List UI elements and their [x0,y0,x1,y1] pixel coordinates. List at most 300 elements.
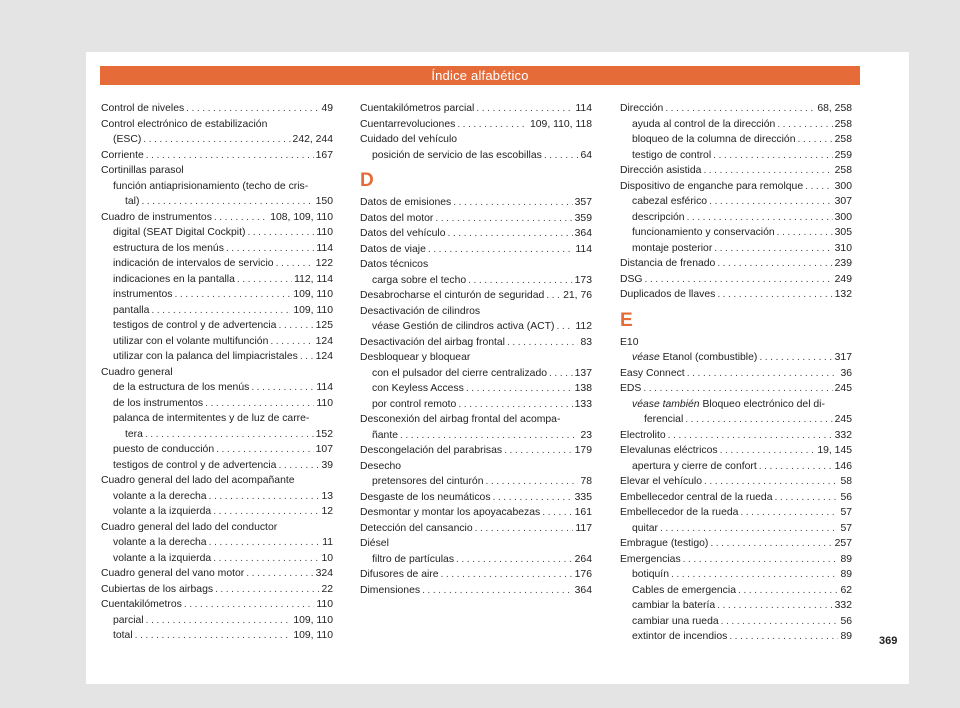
dot-leader [186,101,319,117]
index-page-refs: 239 [834,258,852,269]
index-term-text: carga sobre el techo [372,274,467,286]
index-page-refs: 324 [315,568,333,579]
dot-leader [685,412,832,428]
index-page-refs: 89 [840,569,852,580]
index-page-refs: 332 [834,600,852,611]
dot-leader [485,474,578,490]
index-entry [620,443,852,459]
index-term-text: descripción [632,211,685,223]
index-term-text: apertura y cierre de confort [632,460,757,472]
index-page-refs: 161 [574,507,592,518]
dot-leader [251,380,314,396]
index-heading [360,536,592,552]
dot-leader [805,179,833,195]
index-page-refs: 357 [574,197,592,208]
page-number: 369 [879,635,898,647]
index-term-text: tal) [125,196,140,207]
dot-leader [738,583,838,599]
index-term-text: cambiar una rueda [632,615,719,627]
index-heading-text: Cuadro general del lado del conductor [101,521,278,533]
index-entry [360,583,592,599]
index-page-refs: 364 [574,584,592,596]
index-term-text: Descongelación del parabrisas [360,445,503,456]
index-term [113,318,276,334]
index-entry [360,474,592,490]
dot-leader [542,505,572,521]
index-page-refs: 12 [321,506,333,517]
index-term [360,335,505,351]
index-entry [360,288,592,304]
dot-leader [475,521,574,537]
index-page-refs: 19, 145 [817,445,852,456]
dot-leader [643,381,832,397]
index-entry [620,614,852,630]
index-entry [101,241,333,257]
index-page-refs: 310 [834,242,852,254]
index-page-refs: 56 [840,491,852,503]
index-entry [620,163,852,179]
index-term-text: Distancia de frenado [620,258,716,269]
dot-leader [775,490,839,506]
index-term [113,272,235,288]
index-heading [360,412,592,428]
index-term-text: volante a la derecha [113,537,207,548]
index-term-text: posición de servicio de las escobillas [372,149,542,161]
index-entry [101,225,333,241]
dot-leader [729,629,838,645]
dot-leader [687,210,833,226]
dot-leader [209,489,320,505]
dot-leader [683,552,839,568]
index-term [632,567,669,583]
index-page-refs: 117 [575,522,592,534]
dot-leader [422,583,573,599]
index-term [620,272,643,288]
index-term-text: Cuentakilómetros parcial [360,103,475,114]
index-term-text: véase Gestión de cilindros activa (ACT) [372,321,555,332]
index-term [113,504,211,520]
index-term [372,381,464,397]
index-term-text: ñante [372,429,399,441]
index-page-refs: 364 [574,228,592,239]
index-term [113,628,133,644]
index-entry [620,598,852,614]
index-entry [620,179,852,195]
index-page-refs: 112, 114 [294,273,333,285]
index-page-refs: 258 [834,165,852,176]
index-term [372,552,454,568]
index-term-text: Datos de viaje [360,243,426,255]
dot-leader [740,505,838,521]
dot-leader [246,566,313,582]
dot-leader [146,613,292,629]
index-entry [620,225,852,241]
index-page-refs: 133 [574,398,592,410]
index-heading [101,473,333,489]
index-term-text: indicación de intervalos de servicio [113,258,274,269]
index-heading [360,350,592,366]
index-term [360,443,502,459]
index-term-text: EDS [620,383,642,394]
index-term-text: Datos de emisiones [360,197,452,208]
index-term [620,381,641,397]
index-page-refs: 146 [834,460,852,472]
index-term [101,597,182,613]
index-page-refs: 109, 110, 118 [529,118,592,130]
index-term-text: Etanol (combustible) [659,352,758,363]
dot-leader [145,427,314,443]
index-entry [620,148,852,164]
dot-leader [665,101,815,117]
index-entry [101,287,333,303]
index-page-refs: 49 [321,103,333,114]
index-page-refs: 359 [574,212,592,224]
index-entry [101,380,333,396]
dot-leader [759,350,832,366]
index-term [113,287,172,303]
index-term-text: extintor de incendios [632,631,728,642]
index-entry [101,148,333,164]
dot-leader [714,241,832,257]
index-page-refs: 83 [580,336,592,348]
index-term-text: Control de niveles [101,103,185,114]
index-heading [101,179,333,195]
index-entry [360,195,592,211]
index-term-text: Cuentakilómetros [101,599,182,610]
index-term [360,521,473,537]
index-entry [620,474,852,490]
index-term [113,256,274,272]
dot-leader [447,226,572,242]
dot-leader [214,210,268,226]
dot-leader [507,335,578,351]
index-term [360,490,491,506]
index-term-text: Desactivación del airbag frontal [360,336,505,348]
index-term-text: Elevar el vehículo [620,476,703,487]
index-page-refs: 138 [574,383,592,394]
index-entry [360,366,592,382]
index-term-text: testigo de control [632,149,712,161]
index-term [632,194,707,210]
dot-leader [717,598,832,614]
index-page-refs: 21, 76 [563,290,592,301]
index-heading-text: Cuadro general [101,366,173,378]
index-entry [101,194,333,210]
dot-leader [209,535,321,551]
index-term [372,148,542,164]
index-page-refs: 62 [840,584,852,596]
dot-leader [215,582,319,598]
dot-leader [671,567,838,583]
index-term [113,535,207,551]
index-heading-text: Diésel [360,538,389,549]
index-term-text: con el pulsador del cierre centralizado [372,367,548,379]
index-page-refs: 110 [316,599,333,610]
index-entry [101,101,333,117]
index-term [113,442,214,458]
index-term-text: Cuadro de instrumentos [101,211,212,223]
index-page-refs: 13 [321,490,333,502]
index-entry [620,536,852,552]
dot-leader [557,319,574,335]
index-heading [101,365,333,381]
index-entry [360,273,592,289]
index-term [360,505,540,521]
index-page-refs: 57 [840,522,852,534]
dot-leader [278,318,313,334]
dot-leader [476,101,573,117]
index-term [125,427,143,443]
index-page-refs: 108, 109, 110 [270,211,333,223]
index-page-refs: 114 [575,103,592,114]
index-term [113,349,298,365]
dot-leader [400,428,578,444]
index-term-text: total [113,630,133,641]
index-page-refs: 173 [574,274,592,286]
index-term-text: Datos del vehículo [360,228,446,239]
index-term [101,148,144,164]
index-heading-text: Datos técnicos [360,259,429,270]
index-heading [101,117,333,133]
dot-leader [428,242,574,258]
index-heading-text: función antiaprisionamiento (techo de cris- [113,180,309,192]
index-entry [620,350,852,366]
dot-leader [687,366,839,382]
index-term-text: Emergencias [620,553,681,565]
index-page-refs: 300 [834,211,852,223]
dot-leader [174,287,291,303]
index-term-text: digital (SEAT Digital Cockpit) [113,227,246,238]
index-term [372,366,547,382]
index-page-refs: 109, 110 [293,304,333,316]
index-term-text: Embrague (testigo) [620,538,709,549]
index-heading [360,459,592,475]
index-page-refs: 152 [315,428,333,440]
index-entry [101,582,333,598]
index-page-refs: 122 [315,258,333,269]
dot-leader [146,148,314,164]
index-term-text: testigos de control y de advertencia [113,320,277,331]
dot-leader [645,272,833,288]
index-term-text: Difusores de aire [360,569,439,580]
index-term-text: DSG [620,273,643,285]
index-term-text: botiquín [632,569,669,580]
index-heading-text: palanca de intermitentes y de luz de carre- [113,413,310,424]
index-heading-text: Desactivación de cilindros [360,305,481,317]
index-page-refs: 39 [321,459,333,471]
index-term-text: montaje posterior [632,242,713,254]
index-term [101,582,213,598]
dot-leader [713,148,833,164]
index-entry [360,226,592,242]
index-term [360,242,426,258]
index-entry [101,489,333,505]
dot-leader [549,366,573,382]
index-term [125,194,139,210]
index-term-text: Embellecedor central de la rueda [620,491,773,503]
index-entry [620,272,852,288]
index-term [113,334,268,350]
index-heading [360,132,592,148]
index-entry [620,241,852,257]
dot-leader [213,504,319,520]
index-term [372,273,466,289]
index-term-text: indicaciones en la pantalla [113,273,235,285]
index-page-refs: 125 [315,320,333,331]
index-entry [101,628,333,644]
index-entry [360,521,592,537]
dot-leader [247,225,314,241]
index-term [632,132,795,148]
index-entry [620,552,852,568]
index-column-3 [620,101,852,645]
index-heading [360,304,592,320]
index-page-refs: 258 [834,118,852,130]
index-term-text: Cables de emergencia [632,584,736,596]
index-entry [360,567,592,583]
index-heading-text: Desconexión del airbag frontal del acompa- [360,414,561,425]
index-term-text: volante a la izquierda [113,552,212,564]
index-entry [620,287,852,303]
index-entry [360,443,592,459]
dot-leader [270,334,313,350]
dot-leader [717,287,832,303]
dot-leader [493,490,573,506]
index-entry [620,412,852,428]
dot-leader [466,381,573,397]
index-page-refs: 264 [574,553,592,565]
index-term [620,474,702,490]
index-term [113,303,149,319]
index-term [632,629,727,645]
index-term-text: cambiar la batería [632,600,716,611]
index-entry [620,366,852,382]
index-heading [101,520,333,536]
dot-leader [151,303,291,319]
index-entry [620,381,852,397]
index-entry [620,428,852,444]
dot-leader [216,442,314,458]
index-term [113,132,141,148]
index-term-text: Dimensiones [360,584,421,596]
index-page-refs: 114 [316,382,333,393]
index-term-text: (ESC) [113,134,142,145]
index-term [620,256,715,272]
dot-leader [720,443,816,459]
index-page-refs: 109, 110 [293,630,333,641]
index-page-refs: 36 [840,367,852,379]
index-term-text: Dirección [620,103,664,114]
index-term-text: Dirección asistida [620,165,702,176]
index-entry [101,427,333,443]
index-entry [620,459,852,475]
index-entry [101,551,333,567]
index-term-text: parcial [113,614,144,626]
dot-leader [797,132,832,148]
index-page-refs: 167 [315,149,333,161]
index-page-refs: 11 [322,537,333,548]
dot-leader [457,117,528,133]
index-term-text: quitar [632,522,658,534]
index-page-refs: 300 [834,180,852,192]
index-entry [360,242,592,258]
index-term [113,489,207,505]
index-term [632,598,715,614]
index-page-refs: 68, 258 [817,103,852,114]
index-heading-text: E10 [620,336,639,348]
index-page-refs: 112 [575,321,592,332]
index-page-refs: 317 [834,352,852,363]
index-term-text: con Keyless Access [372,383,464,394]
index-entry [101,256,333,272]
index-term [101,101,184,117]
dot-leader [668,428,833,444]
index-term-text: Electrolito [620,429,666,441]
index-page-refs: 114 [575,243,592,255]
dot-leader [544,148,579,164]
index-term [620,490,773,506]
index-term-text: cabezal esférico [632,196,708,207]
index-page-refs: 124 [315,351,333,362]
index-term-text: instrumentos [113,289,173,300]
index-term [632,459,757,475]
index-page-refs: 124 [315,335,333,347]
index-heading [620,397,852,413]
dot-leader [777,225,833,241]
index-term [372,474,483,490]
index-term-text: ferencial [644,414,684,425]
index-heading-text: Cortinillas parasol [101,165,184,176]
index-term-text: volante a la izquierda [113,506,212,517]
index-term-text: Datos del motor [360,212,434,224]
index-term [620,101,663,117]
index-term-text: Desmontar y montar los apoyacabezas [360,507,541,518]
dot-leader [660,521,838,537]
index-page-refs: 110 [316,227,333,238]
index-term [113,396,203,412]
index-entry [101,334,333,350]
index-term-text: Cuadro general del vano motor [101,568,245,579]
index-page-refs: 332 [834,429,852,441]
dot-leader [237,272,292,288]
index-entry [620,521,852,537]
index-term-text: Duplicados de llaves [620,289,716,300]
index-term [360,583,420,599]
index-term [360,567,439,583]
index-page-refs: 259 [834,149,852,161]
index-term [360,195,451,211]
index-entry [360,335,592,351]
index-term [644,412,683,428]
index-page-refs: 249 [834,273,852,285]
index-entry [101,535,333,551]
index-page-refs: 89 [840,631,852,642]
index-term [620,536,708,552]
index-heading [620,335,852,351]
index-entry [360,148,592,164]
index-page-refs: 258 [834,134,852,145]
index-term [632,614,719,630]
dot-leader [135,628,292,644]
index-page-refs: 305 [834,227,852,238]
index-entry [360,381,592,397]
cross-reference-label: véase también [632,398,700,410]
dot-leader [184,597,315,613]
dot-leader [709,194,833,210]
dot-leader [435,211,572,227]
index-heading-text: Cuidado del vehículo [360,134,458,145]
index-heading-text: Control electrónico de estabilización [101,118,268,130]
